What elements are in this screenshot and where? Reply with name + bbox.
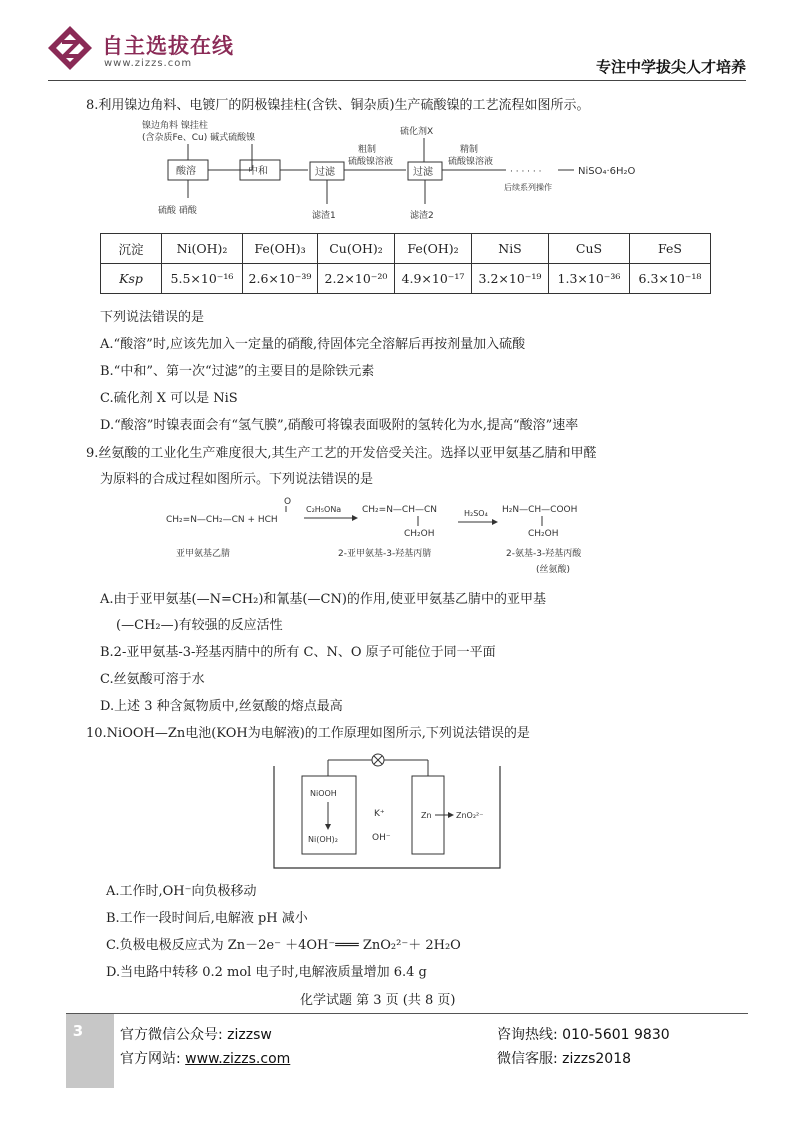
table-cell: 1.3×10⁻³⁶: [549, 264, 630, 294]
flow-acids-label: 硫酸 硝酸: [158, 206, 197, 216]
table-cell: 4.9×10⁻¹⁷: [395, 264, 472, 294]
electrode-niooh: NiOOH: [310, 789, 337, 798]
reaction-intermediate: CH₂=N—CH—CN: [362, 505, 438, 515]
q10-option-c: C.负极电极反应式为 Zn－2e⁻ ＋4OH⁻═══ ZnO₂²⁻＋ 2H₂O: [106, 938, 461, 953]
q8-prompt: 下列说法错误的是: [100, 310, 205, 325]
flow-residue-1: 滤渣1: [312, 211, 336, 221]
flow-step-1-label: 酸溶: [176, 166, 196, 177]
reaction-reactant: CH₂=N—CH₂—CN + HCH: [166, 515, 278, 525]
q9-option-d: D.上述 3 种含氮物质中,丝氨酸的熔点最高: [100, 699, 343, 714]
reaction-condition-2: H₂SO₄: [464, 509, 488, 518]
header-divider: [48, 80, 746, 81]
flow-residue-2: 滤渣2: [410, 211, 434, 221]
footer-website-link[interactable]: www.zizzs.com: [185, 1051, 291, 1067]
table-cell: CuS: [549, 234, 630, 264]
footer-hotline: 咨询热线: 010-5601 9830: [497, 1027, 670, 1043]
reaction-intermediate-sub: CH₂OH: [404, 529, 435, 539]
q10-option-d: D.当电路中转移 0.2 mol 电子时,电解液质量增加 6.4 g: [106, 965, 427, 980]
flow-input-label-2: (含杂质Fe、Cu) 碱式硫酸镍: [142, 133, 256, 143]
footer-website-label: 官方网站:: [120, 1051, 186, 1067]
logo-url: www.zizzs.com: [104, 58, 193, 69]
flow-product: NiSO₄·6H₂O: [578, 166, 636, 177]
table-header-cell: Ksp: [101, 264, 162, 294]
reaction-name-3: 2-氨基-3-羟基丙酸: [506, 549, 582, 559]
reaction-condition-1: C₂H₅ONa: [306, 505, 342, 514]
flow-subsequent: 后续系列操作: [504, 183, 552, 192]
q8-stem: 8.利用镍边角料、电镀厂的阴极镍挂柱(含铁、铜杂质)生产硫酸镍的工艺流程如图所示。: [86, 98, 590, 113]
page-number: 3: [72, 1022, 84, 1040]
reaction-name-3b: (丝氨酸): [536, 565, 571, 575]
table-cell: 3.2×10⁻¹⁹: [472, 264, 549, 294]
q8-option-b: B.“中和”、第一次“过滤”的主要目的是除铁元素: [100, 364, 375, 379]
reaction-product: H₂N—CH—COOH: [502, 505, 578, 515]
flow-step-2-label: 中和: [248, 166, 268, 177]
q9-option-a-cont: (—CH₂—)有较强的反应活性: [116, 618, 283, 633]
table-cell: 2.6×10⁻³⁹: [243, 264, 318, 294]
logo-icon: [46, 24, 94, 72]
flow-step-4-label: 过滤: [413, 167, 433, 178]
footer-website: [120, 1048, 290, 1068]
table-cell: FeS: [630, 234, 711, 264]
table-cell: Fe(OH)₃: [243, 234, 318, 264]
flow-liquor-2-top: 精制: [460, 145, 479, 155]
table-cell: 2.2×10⁻²⁰: [318, 264, 395, 294]
q8-ksp-table: [100, 233, 711, 294]
q10-option-b: B.工作一段时间后,电解液 pH 减小: [106, 911, 308, 926]
flow-liquor-1-top: 粗制: [358, 145, 377, 155]
q8-option-c: C.硫化剂 X 可以是 NiS: [100, 391, 238, 406]
q9-reaction-scheme: [166, 494, 606, 580]
table-cell: Ni(OH)₂: [162, 234, 243, 264]
ion-oh: OH⁻: [372, 833, 391, 843]
flow-input-label-1: 镍边角料 镍挂柱: [142, 121, 208, 131]
table-cell: 5.5×10⁻¹⁶: [162, 264, 243, 294]
table-header-cell: 沉淀: [101, 234, 162, 264]
table-cell: NiS: [472, 234, 549, 264]
q9-option-a: A.由于亚甲氨基(—N=CH₂)和氰基(—CN)的作用,使亚甲氨基乙腈中的亚甲基: [100, 592, 547, 607]
flow-liquor-2-bottom: 硫酸镍溶液: [448, 157, 494, 167]
footer-divider: [66, 1013, 748, 1014]
flow-reagent-x: 硫化剂X: [400, 127, 434, 137]
flow-step-3-label: 过滤: [315, 167, 335, 178]
flow-liquor-1-bottom: 硫酸镍溶液: [348, 157, 394, 167]
footer-wechat-public: 官方微信公众号: zizzsw: [120, 1027, 272, 1043]
q9-stem-line-2: 为原料的合成过程如图所示。下列说法错误的是: [100, 472, 374, 487]
electrode-nioh2: Ni(OH)₂: [308, 835, 338, 844]
reaction-name-2: 2-亚甲氨基-3-羟基丙腈: [338, 549, 432, 559]
q8-option-a: A.“酸溶”时,应该先加入一定量的硝酸,待固体完全溶解后再按剂量加入硫酸: [100, 337, 526, 352]
electrode-zn: Zn: [421, 811, 432, 820]
table-cell: 6.3×10⁻¹⁸: [630, 264, 711, 294]
flow-dots: · · · · · ·: [510, 167, 542, 177]
q8-process-flow-diagram: [138, 118, 678, 226]
table-row: [101, 264, 711, 294]
q9-stem-line-1: 9.丝氨酸的工业化生产难度很大,其生产工艺的开发倍受关注。选择以亚甲氨基乙腈和甲醛: [86, 446, 597, 461]
q10-battery-diagram: [272, 752, 502, 872]
table-row: [101, 234, 711, 264]
header-slogan: 专注中学拔尖人才培养: [595, 58, 746, 76]
logo-title: 自主选拔在线: [102, 34, 234, 58]
q9-option-c: C.丝氨酸可溶于水: [100, 672, 205, 687]
reaction-product-sub: CH₂OH: [528, 529, 559, 539]
q9-option-b: B.2-亚甲氨基-3-羟基丙腈中的所有 C、N、O 原子可能位于同一平面: [100, 645, 496, 660]
footer-wechat-service: 微信客服: zizzs2018: [497, 1051, 632, 1067]
product-zno: ZnO₂²⁻: [456, 811, 484, 820]
q10-stem: 10.NiOOH—Zn电池(KOH为电解液)的工作原理如图所示,下列说法错误的是: [86, 726, 530, 741]
q8-option-d: D.“酸溶”时镍表面会有“氢气膜”,硝酸可将镍表面吸附的氢转化为水,提高“酸溶”速率: [100, 418, 579, 433]
table-cell: Cu(OH)₂: [318, 234, 395, 264]
reaction-name-1: 亚甲氨基乙腈: [176, 549, 231, 559]
reaction-carbonyl-o: O: [284, 497, 292, 507]
q10-option-a: A.工作时,OH⁻向负极移动: [106, 884, 257, 899]
ion-k: K⁺: [374, 809, 385, 819]
page-footer-label: 化学试题 第 3 页 (共 8 页): [300, 993, 456, 1008]
table-cell: Fe(OH)₂: [395, 234, 472, 264]
